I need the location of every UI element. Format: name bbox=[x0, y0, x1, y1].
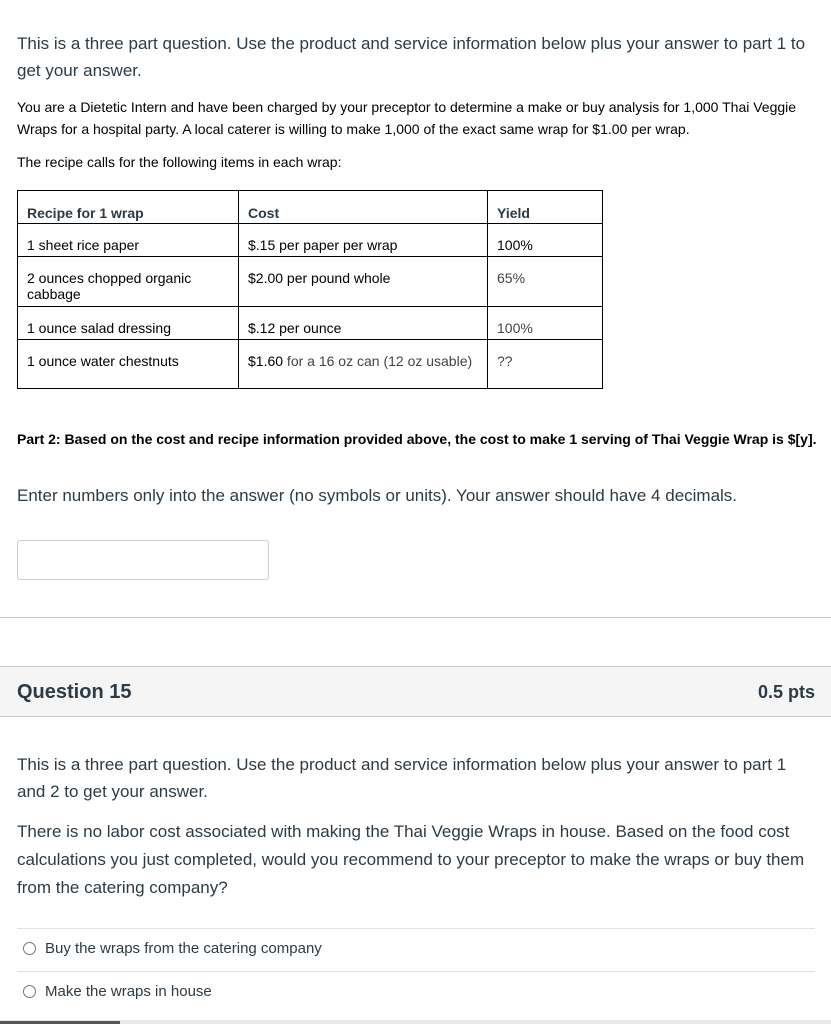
table-cell-item: 1 ounce salad dressing bbox=[18, 307, 239, 340]
table-cell-yield: 100% bbox=[488, 307, 603, 340]
radio-button[interactable] bbox=[23, 985, 36, 998]
answer-instructions: Enter numbers only into the answer (no symbols or units). Your answer should have 4 decimals. bbox=[17, 486, 738, 505]
option-divider bbox=[17, 928, 815, 929]
table-cell-cost bbox=[239, 340, 488, 389]
table-header-recipe: Recipe for 1 wrap bbox=[18, 191, 239, 224]
question-intro: This is a three part question. Use the product and service information below plus your answer to part 1 to get your answer. bbox=[17, 34, 806, 80]
table-cell-cost: $.15 per paper per wrap bbox=[239, 224, 488, 257]
table-row bbox=[18, 257, 603, 307]
part-2-prompt: Part 2: Based on the cost and recipe information provided above, the cost to make 1 serving of Thai Veggie Wrap is $[y]. bbox=[17, 431, 817, 447]
table-cell-item: 2 ounces chopped organic cabbage bbox=[18, 257, 239, 307]
question-points: 0.5 pts bbox=[757, 682, 815, 702]
question-divider bbox=[0, 617, 831, 618]
question-15-body: There is no labor cost associated with making the Thai Veggie Wraps in house. Based on the food cost calculations you just completed, would you recommend to your preceptor to make the wraps or buy them from the catering company? bbox=[17, 822, 805, 897]
table-row bbox=[18, 224, 603, 257]
answer-option-buy[interactable] bbox=[23, 938, 322, 958]
question-15-intro: This is a three part question. Use the product and service information below plus your answer to part 1 and 2 to get your answer. bbox=[17, 755, 787, 801]
recipe-table bbox=[17, 190, 603, 389]
recipe-lead-text: The recipe calls for the following items in each wrap: bbox=[17, 154, 342, 170]
question-15-header bbox=[0, 666, 831, 717]
bottom-scroll-track bbox=[0, 1020, 831, 1024]
scenario-text: You are a Dietetic Intern and have been charged by your preceptor to determine a make or buy analysis for 1,000 Thai Veggie Wraps for a hospital party. A local caterer is willing to make 1,000 of the exact same wrap for $1.00 per wrap. bbox=[17, 99, 797, 137]
option-label: Buy the wraps from the catering company bbox=[45, 939, 322, 957]
table-cell-item: 1 sheet rice paper bbox=[18, 224, 239, 257]
table-cell-yield: ?? bbox=[488, 340, 603, 389]
answer-option-make[interactable] bbox=[23, 981, 212, 1001]
table-cell-cost-price: $1.60 bbox=[248, 353, 284, 369]
table-row bbox=[18, 307, 603, 340]
question-title: Question 15 bbox=[17, 681, 132, 703]
table-cell-cost: $2.00 per pound whole bbox=[239, 257, 488, 307]
table-cell-yield: 65% bbox=[488, 257, 603, 307]
radio-button[interactable] bbox=[23, 942, 36, 955]
table-header-yield: Yield bbox=[488, 191, 603, 224]
table-cell-cost-detail: for a 16 oz can (12 oz usable) bbox=[283, 353, 473, 369]
answer-input[interactable] bbox=[17, 540, 269, 580]
table-cell-item: 1 ounce water chestnuts bbox=[18, 340, 239, 389]
option-divider bbox=[17, 971, 815, 972]
table-cell-cost: $.12 per ounce bbox=[239, 307, 488, 340]
table-header-cost: Cost bbox=[239, 191, 488, 224]
table-cell-yield: 100% bbox=[488, 224, 603, 257]
option-label: Make the wraps in house bbox=[45, 982, 212, 1000]
table-row bbox=[18, 340, 603, 389]
